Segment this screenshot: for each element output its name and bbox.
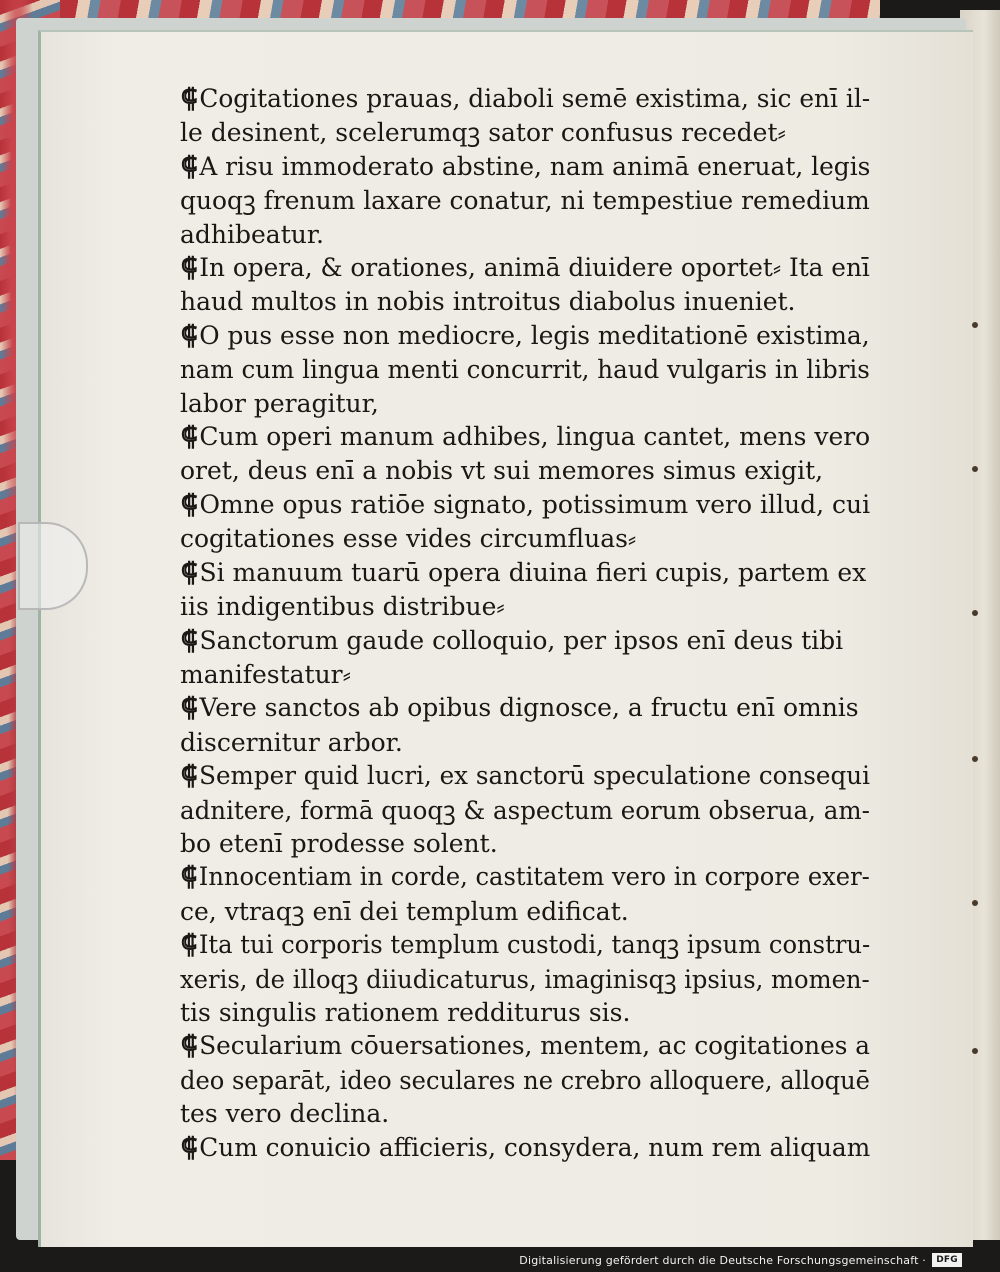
paragraph-mark: ⸿ — [180, 930, 197, 961]
text-line — [180, 963, 870, 996]
text-line — [180, 387, 870, 420]
line-text: deo separāt, ideo seculares ne crebro alloquere, alloquē — [180, 1065, 870, 1095]
text-line — [180, 624, 870, 658]
line-text: manifestatur⸗ — [180, 659, 351, 689]
line-text: quoqꝫ frenum laxare conatur, ni tempestiue remedium — [180, 186, 870, 216]
line-text: Omne opus ratiōe signato, potissimum vero illud, cui — [199, 489, 871, 519]
text-line — [180, 1064, 870, 1097]
binding-mark — [972, 610, 978, 616]
footer — [519, 1253, 962, 1267]
text-line — [180, 658, 870, 691]
paragraph — [180, 251, 870, 319]
text-line — [180, 726, 870, 759]
line-text: labor peragitur, — [180, 388, 379, 418]
line-text: In opera, & orationes, animā diuidere oportet⸗ Ita enī — [199, 253, 870, 283]
binding-mark — [972, 322, 978, 328]
paragraph — [180, 928, 870, 1029]
line-text: Cum operi manum adhibes, lingua cantet, mens vero — [199, 422, 871, 452]
binding-mark — [972, 466, 978, 472]
paragraph — [180, 1131, 870, 1165]
paragraph — [180, 319, 870, 420]
line-text: Secularium cōuersationes, mentem, ac cogitationes a — [199, 1031, 870, 1061]
text-line — [180, 928, 871, 962]
text-line — [180, 353, 870, 386]
text-line — [180, 759, 870, 793]
text-line — [180, 794, 870, 827]
text-line — [180, 1097, 870, 1130]
binding-mark — [972, 900, 978, 906]
text-line — [180, 590, 870, 623]
line-text: Innocentiam in corde, castitatem vero in corpore exer‑ — [198, 862, 870, 892]
text-line — [180, 895, 870, 928]
paragraph — [180, 1029, 870, 1130]
paragraph-mark: ⸿ — [180, 761, 198, 792]
line-text: bo etenī prodesse solent. — [180, 828, 498, 858]
paragraph — [180, 82, 870, 150]
line-text: haud multos in nobis introitus diabolus inueniet. — [180, 287, 796, 317]
paragraph-mark: ⸿ — [180, 253, 198, 284]
paragraph-mark: ⸿ — [180, 151, 198, 182]
paragraph-mark: ⸿ — [180, 489, 198, 520]
paragraph — [180, 624, 870, 692]
paragraph-mark: ⸿ — [180, 84, 198, 114]
text-line — [180, 454, 870, 487]
paragraph-mark: ⸿ — [180, 557, 198, 588]
line-text: discernitur arbor. — [180, 727, 403, 757]
dfg-logo: DFG — [932, 1253, 962, 1267]
line-text: Sanctorum gaude colloquio, per ipsos enī deus tibi — [199, 625, 844, 655]
line-text: Semper quid lucri, ex sanctorū speculatione consequi — [199, 761, 870, 791]
line-text: Cum conuicio afficieris, consydera, num rem aliquam — [199, 1132, 871, 1162]
text-line — [180, 1131, 871, 1165]
text-line — [180, 251, 870, 285]
text-line — [180, 184, 868, 217]
paragraph — [180, 488, 870, 556]
text-line — [180, 420, 869, 454]
paragraph — [180, 691, 870, 759]
paragraph — [180, 420, 870, 488]
line-text: A risu immoderato abstine, nam animā eneruat, legis — [199, 151, 871, 181]
text-line — [180, 691, 870, 725]
line-text: Cogitationes prauas, diaboli semē existima, sic enī il‑ — [199, 84, 871, 113]
line-text: Ita tui corporis templum custodi, tanqꝫ ipsum constru‑ — [198, 930, 871, 960]
binding-mark — [972, 1048, 978, 1054]
paragraph-mark: ⸿ — [180, 862, 197, 893]
paragraph — [180, 150, 870, 251]
text-line — [180, 1029, 870, 1063]
line-text: xeris, de illoqꝫ diiudicaturus, imaginisqꝫ ipsius, momen‑ — [180, 964, 870, 994]
paragraph — [180, 556, 870, 624]
line-text: tes vero declina. — [180, 1099, 390, 1129]
line-text: Si manuum tuarū opera diuina fieri cupis, partem ex — [199, 557, 867, 587]
line-text: adnitere, formā quoqꝫ & aspectum eorum obserua, am‑ — [180, 795, 870, 825]
line-text: Vere sanctos ab opibus dignosce, a fructu enī omnis — [199, 693, 859, 723]
paragraph — [180, 759, 870, 860]
paragraph — [180, 860, 870, 928]
line-text: oret, deus enī a nobis vt sui memores simus exigit, — [180, 456, 824, 486]
line-text: iis indigentibus distribue⸗ — [180, 592, 505, 622]
text-line — [180, 488, 870, 522]
footer-credit: Digitalisierung gefördert durch die Deutsche Forschungsgemeinschaft · — [519, 1253, 926, 1267]
text-line — [180, 827, 870, 860]
page-text — [180, 82, 870, 1165]
line-text: O pus esse non mediocre, legis meditationē existima, — [199, 320, 870, 350]
line-text: adhibeatur. — [180, 219, 325, 249]
paragraph-mark: ⸿ — [180, 320, 198, 351]
text-line — [180, 522, 870, 555]
text-line — [180, 82, 871, 116]
paragraph-mark: ⸿ — [180, 625, 198, 656]
text-line — [180, 556, 870, 590]
text-line — [180, 319, 870, 353]
paragraph-mark: ⸿ — [180, 422, 198, 453]
line-text: ce, vtraqꝫ enī dei templum edificat. — [180, 896, 629, 926]
line-text: nam cum lingua menti concurrit, haud vulgaris in libris — [180, 355, 870, 385]
text-line — [180, 996, 870, 1029]
paragraph-mark: ⸿ — [180, 1132, 198, 1163]
line-text: tis singulis rationem redditurus sis. — [180, 997, 631, 1027]
text-line — [180, 285, 870, 318]
binding-mark — [972, 756, 978, 762]
text-line — [180, 116, 870, 149]
text-line — [180, 150, 871, 184]
text-line — [180, 218, 870, 251]
line-text: cogitationes esse vides circumfluas⸗ — [180, 524, 637, 554]
line-text: le desinent, scelerumqꝫ sator confusus recedet⸗ — [180, 118, 786, 148]
text-line — [180, 860, 870, 894]
paragraph-mark: ⸿ — [180, 693, 198, 724]
paragraph-mark: ⸿ — [180, 1031, 198, 1062]
